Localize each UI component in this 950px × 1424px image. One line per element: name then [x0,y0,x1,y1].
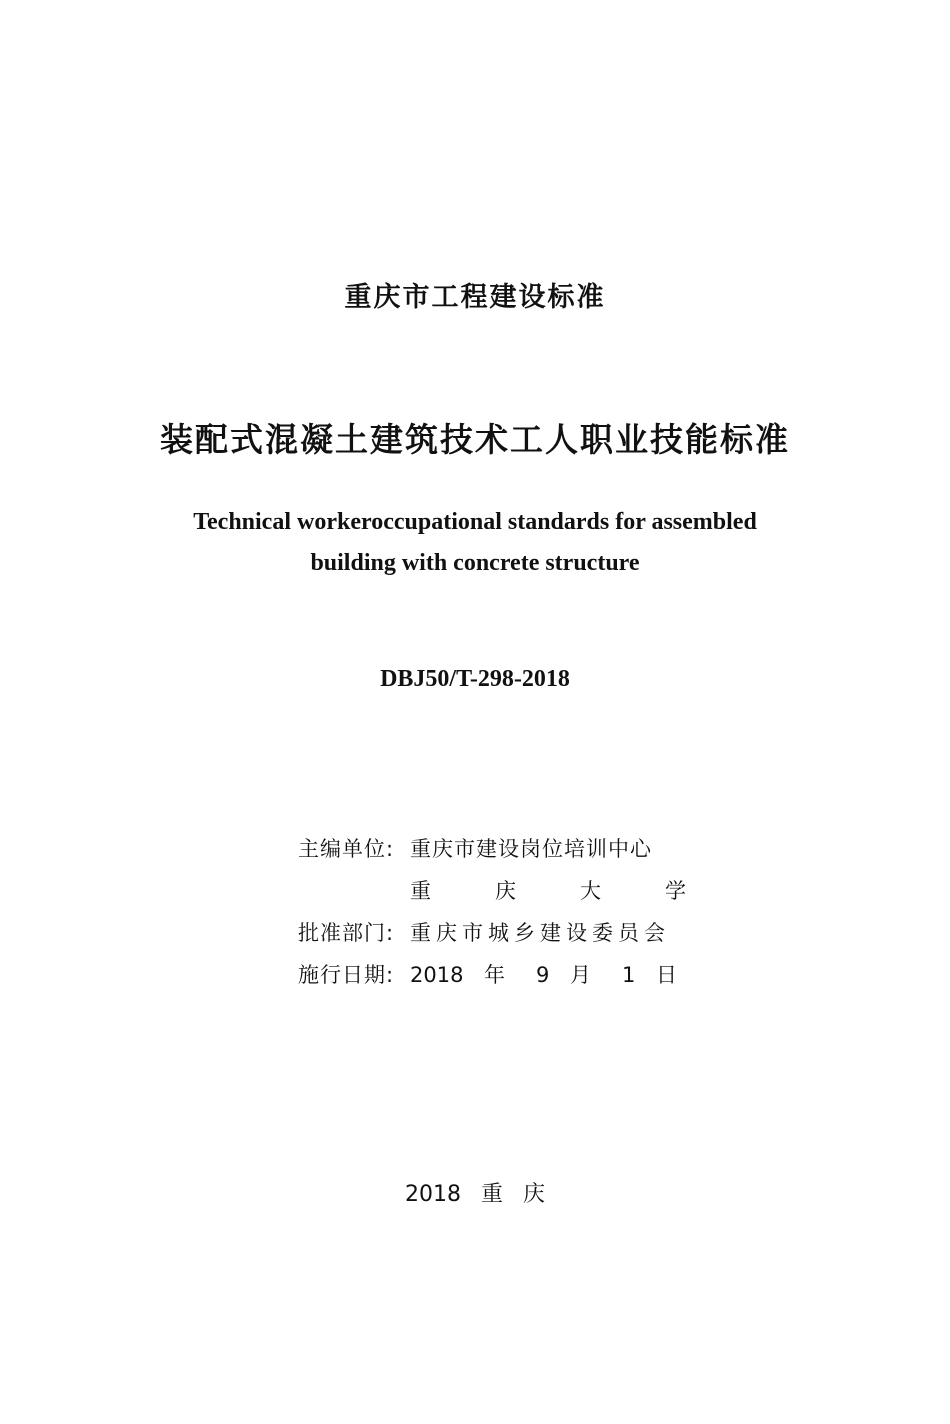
approver-value: 重庆市城乡建设委员会 [410,921,670,945]
editor-secondary-row [298,870,698,912]
editor-secondary-char: 大 [580,879,601,903]
effective-month-unit: 月 [570,963,591,987]
standard-code: DBJ50/T-298-2018 [380,666,570,692]
english-title-line-1: Technical workeroccupational standards for assembled [193,509,757,535]
approver-label: 批准部门: [298,921,395,945]
editor-secondary [410,870,686,912]
effective-date-label: 施行日期: [298,963,395,987]
effective-year-unit: 年 [484,963,505,987]
effective-date-row [298,954,698,996]
publication-line [0,1180,950,1210]
editor-secondary-char: 学 [665,879,686,903]
effective-month: 9 [536,963,550,987]
approver-row [298,912,698,954]
effective-day-unit: 日 [656,963,677,987]
publication-place-char: 重 [480,1182,503,1207]
series-title: 重庆市工程建设标准 [344,282,606,313]
english-title-line-2: building with concrete structure [310,550,640,576]
publication-year: 2018 [404,1182,461,1207]
editor-label: 主编单位: [298,837,395,861]
effective-date [410,954,686,996]
editor-row [298,828,698,870]
publication-info-block [298,828,698,996]
publication-place-char: 庆 [523,1182,546,1207]
editor-secondary-char: 重 [410,879,431,903]
effective-day: 1 [622,963,636,987]
main-title: 装配式混凝土建筑技术工人职业技能标准 [160,420,790,459]
editor-primary: 重庆市建设岗位培训中心 [410,837,652,861]
editor-secondary-char: 庆 [495,879,516,903]
effective-year: 2018 [410,963,464,987]
